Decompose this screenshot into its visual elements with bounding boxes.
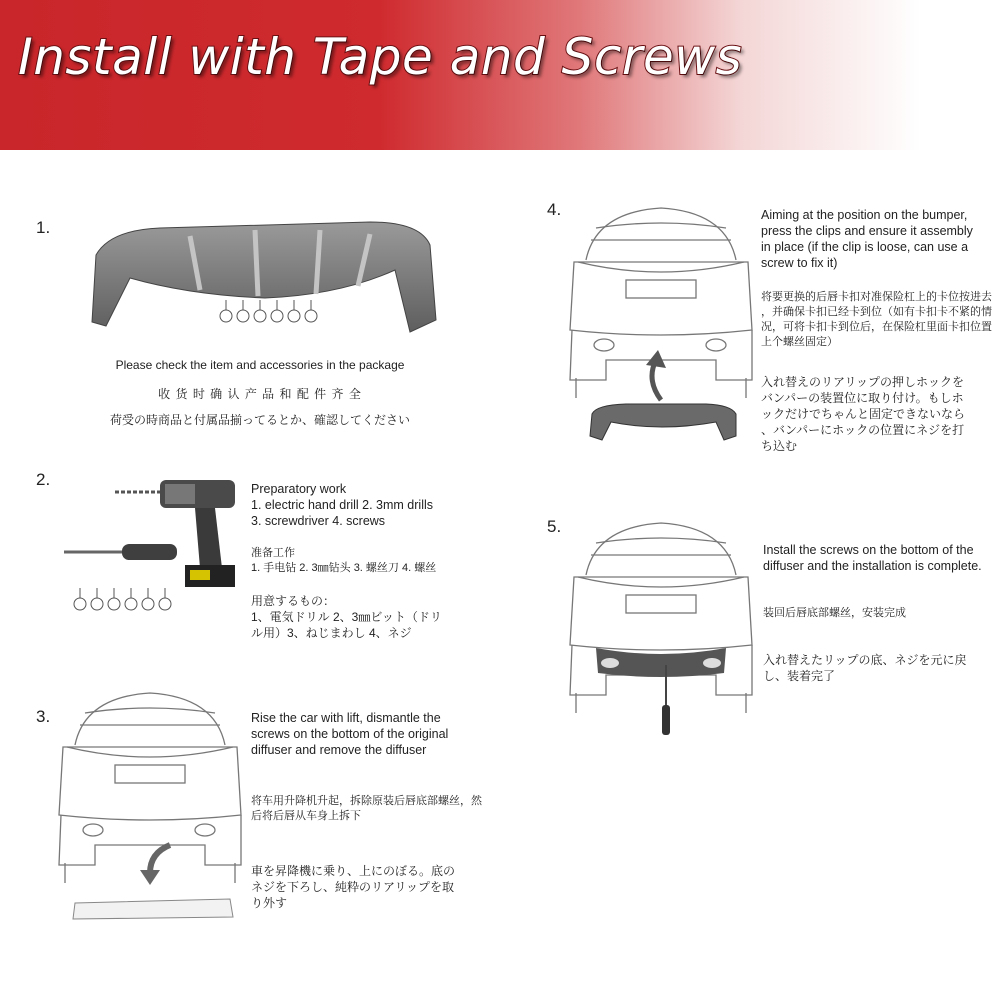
- step-5-text-ja: 入れ替えたリップの底、ネジを元に戻 し、装着完了: [763, 653, 967, 683]
- step-3-number: 3.: [36, 707, 51, 726]
- screws-illustration: [218, 298, 318, 328]
- step-1-line-ja: 荷受の時商品と付属品揃ってるとか、確認してください: [110, 413, 411, 427]
- step-1-number: 1.: [36, 218, 51, 237]
- step-2-text-ja: 用意するもの： 1、電気ドリル 2、3㎜ビット（ドリ ル用）3、ねじまわし 4、ネジ: [251, 594, 442, 640]
- step-5-text-zh: 装回后唇底部螺丝，安装完成: [763, 607, 906, 619]
- title-banner: [0, 0, 1001, 150]
- banner-title: Install with Tape and Screws: [18, 28, 743, 86]
- step-2-text-zh: 准备工作 1. 手电钻 2. 3㎜钻头 3. 螺丝刀 4. 螺丝: [251, 547, 437, 574]
- step-1-line-en: Please check the item and accessories in the package: [115, 358, 405, 372]
- step-4-text-ja: 入れ替えのリアリップの押しホックを バンパーの装置位に取り付け。もしホ ックだけでちゃんと固定できないなら 、バンパーにホックの位置にネジを打 ち込む: [761, 375, 966, 453]
- step-3-text-en: Rise the car with lift, dismantle the screws on the bottom of the original diffuser and remove the diffuser: [251, 711, 449, 757]
- step-5-number: 5.: [547, 517, 562, 536]
- screwdriver-icon: [62, 540, 182, 564]
- car-rear-complete-illustration: [566, 515, 756, 740]
- step-4-number: 4.: [547, 200, 562, 219]
- step-4-text-zh: 将要更换的后唇卡扣对准保险杠上的卡位按进去 ，并确保卡扣已经卡到位（如有卡扣卡不紧的情 况，可将卡扣卡到位后，在保险杠里面卡扣位置 上个螺丝固定）: [761, 291, 992, 348]
- step-5-text-en: Install the screws on the bottom of the diffuser and the installation is complete.: [763, 543, 982, 573]
- car-rear-clip-illustration: [566, 200, 756, 445]
- car-rear-illustration: [55, 685, 245, 920]
- step-4-text-en: Aiming at the position on the bumper, press the clips and ensure it assembly in place (if the clip is loose, can use a screw to fix it): [761, 208, 973, 270]
- step-2-number: 2.: [36, 470, 51, 489]
- step-3-text-ja: 車を昇降機に乗り、上にのぼる。底の ネジを下ろし、純粋のリアリップを取 り外す: [251, 864, 456, 910]
- screws-icon: [72, 586, 172, 616]
- step-1-line-zh: 收 货 时 确 认 产 品 和 配 件 齐 全: [158, 387, 362, 401]
- step-3-text-zh: 将车用升降机升起，拆除原装后唇底部螺丝，然 后将后唇从车身上拆下: [251, 795, 482, 822]
- step-2-text-en: Preparatory work 1. electric hand drill 2. 3mm drills 3. screwdriver 4. screws: [251, 482, 434, 528]
- electric-drill-icon: [110, 470, 240, 590]
